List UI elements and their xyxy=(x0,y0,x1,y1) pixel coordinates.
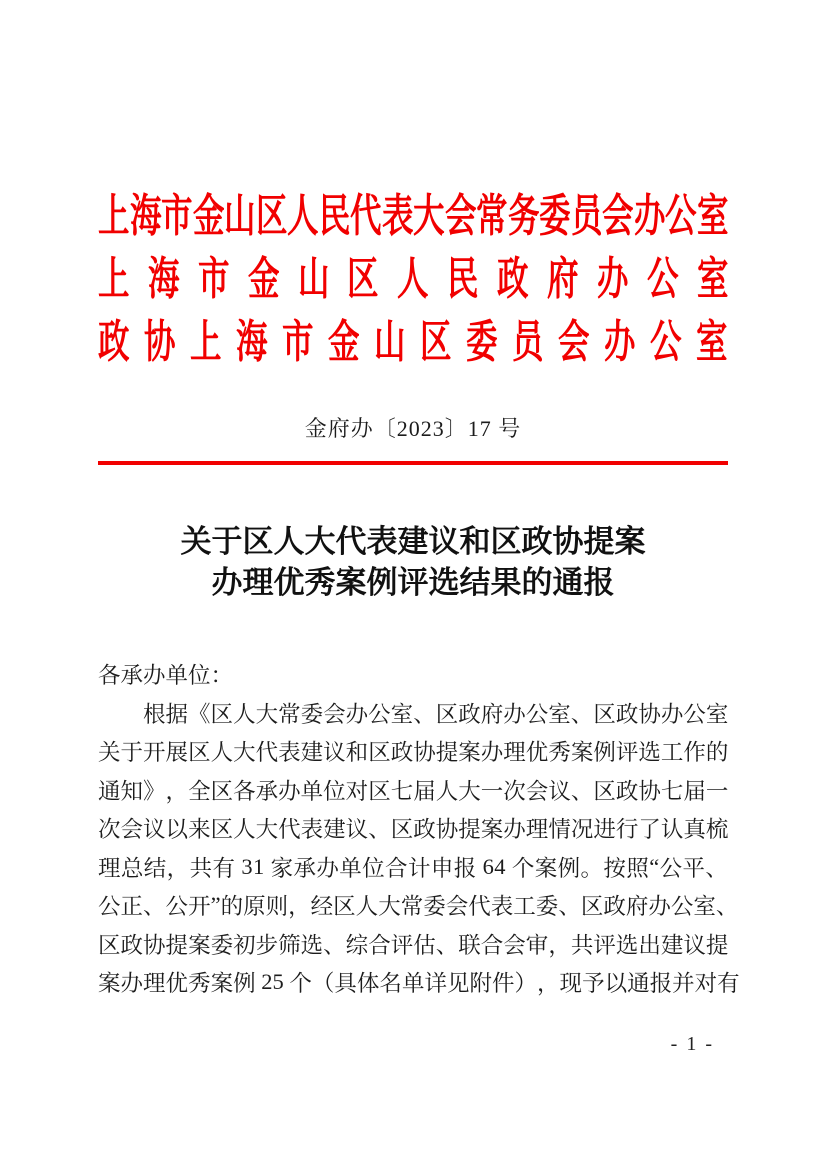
body-line: 通 知 》 ， 全 区 各 承 办 单 位 对 区 七 届 人 大 一 次 会 议 、 区 政 协 七 届 一 xyxy=(98,778,729,804)
document-body xyxy=(98,655,740,1002)
salutation: 各承办单位： xyxy=(98,663,234,689)
body-line: 根 据 《 区 人 大 常 委 会 办 公 室 、 区 政 府 办 公 室 、 区 政 协 办 公 室 xyxy=(143,701,729,727)
document-title xyxy=(98,521,728,603)
letterhead-line-1: 上 海 市 金 山 区 人 民 代 表 大 会 常 务 委 员 会 办 公 室 xyxy=(98,190,729,241)
page-number: - 1 - xyxy=(670,1033,714,1055)
body-line: 案 办 理 优 秀 案 例 2 5 个 （ 具 体 名 单 详 见 附 件 ） ， 现 予 以 通 报 并 对 有 xyxy=(98,969,740,997)
red-divider-line xyxy=(98,461,728,465)
letterhead-line-2: 上 海 市 金 山 区 人 民 政 府 办 公 室 xyxy=(98,253,729,304)
letterhead-line-3: 政 协 上 海 市 金 山 区 委 员 会 办 公 室 xyxy=(98,316,728,367)
body-line: 公 正 、 公 开 ” 的 原 则 ， 经 区 人 大 常 委 会 代 表 工 委 、 区 政 府 办 公 室 、 xyxy=(98,892,739,920)
document-title-line-1: 关于区人大代表建议和区政协提案 xyxy=(180,524,646,559)
body-line: 理 总 结 ， 共 有 3 1 家 承 办 单 位 合 计 申 报 6 4 个 案 例 。 按 照 “ 公 平 、 xyxy=(98,853,728,881)
document-title-line-2: 办理优秀案例评选结果的通报 xyxy=(211,565,615,600)
body-line: 关 于 开 展 区 人 大 代 表 建 议 和 区 政 协 提 案 办 理 优 秀 案 例 评 选 工 作 的 xyxy=(98,740,729,766)
letterhead xyxy=(98,184,728,373)
body-line: 区 政 协 提 案 委 初 步 筛 选 、 综 合 评 估 、 联 合 会 审 ， 共 评 选 出 建 议 提 xyxy=(98,932,729,958)
document-number: 金府办〔2023〕17 号 xyxy=(304,416,522,441)
body-line: 次 会 议 以 来 区 人 大 代 表 建 议 、 区 政 协 提 案 办 理 情 况 进 行 了 认 真 梳 xyxy=(98,817,729,843)
